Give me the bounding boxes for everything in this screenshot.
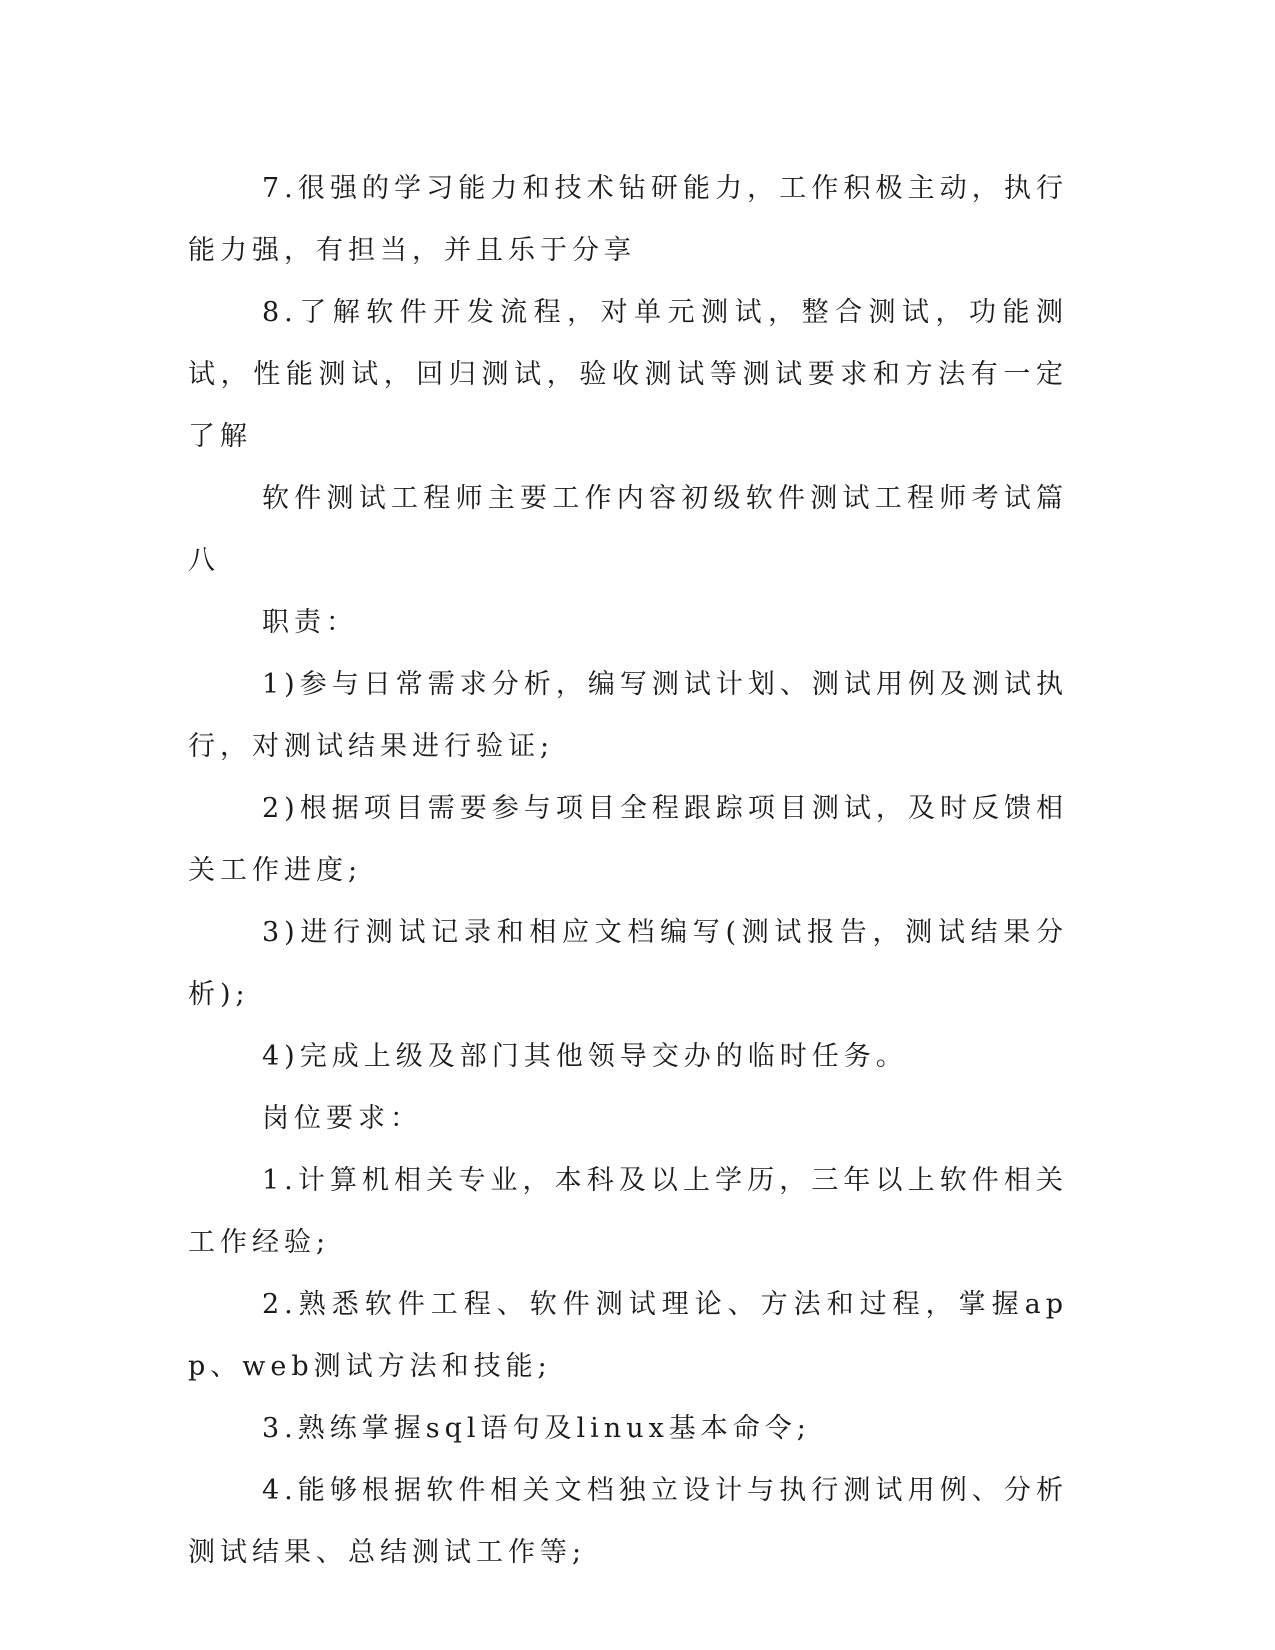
responsibility-item-2: 2)根据项目需要参与项目全程跟踪项目测试，及时反馈相关工作进度; <box>188 793 1068 886</box>
requirement-item-3: 3.熟练掌握sql语句及linux基本命令; <box>262 1413 811 1444</box>
paragraph-dev-process: 8.了解软件开发流程，对单元测试，整合测试，功能测试，性能测试，回归测试，验收测试等测试要求和方法有一定了解 <box>188 297 1068 452</box>
paragraph-learning-ability: 7.很强的学习能力和技术钻研能力，工作积极主动，执行能力强，有担当，并且乐于分享 <box>188 173 1068 266</box>
document-body <box>188 158 1068 1584</box>
responsibility-item-4: 4)完成上级及部门其他领导交办的临时任务。 <box>262 1041 908 1072</box>
requirement-item-2: 2.熟悉软件工程、软件测试理论、方法和过程，掌握app、web测试方法和技能; <box>188 1289 1068 1382</box>
requirement-item-1: 1.计算机相关专业，本科及以上学历，三年以上软件相关工作经验; <box>188 1165 1068 1258</box>
section-heading: 软件测试工程师主要工作内容初级软件测试工程师考试篇八 <box>188 483 1068 576</box>
responsibility-item-1: 1)参与日常需求分析，编写测试计划、测试用例及测试执行，对测试结果进行验证; <box>188 669 1068 762</box>
requirement-item-4: 4.能够根据软件相关文档独立设计与执行测试用例、分析测试结果、总结测试工作等; <box>188 1475 1068 1568</box>
requirements-heading: 岗位要求： <box>262 1103 422 1134</box>
responsibility-item-3: 3)进行测试记录和相应文档编写(测试报告，测试结果分析); <box>188 917 1068 1010</box>
responsibilities-heading: 职责： <box>262 607 358 638</box>
